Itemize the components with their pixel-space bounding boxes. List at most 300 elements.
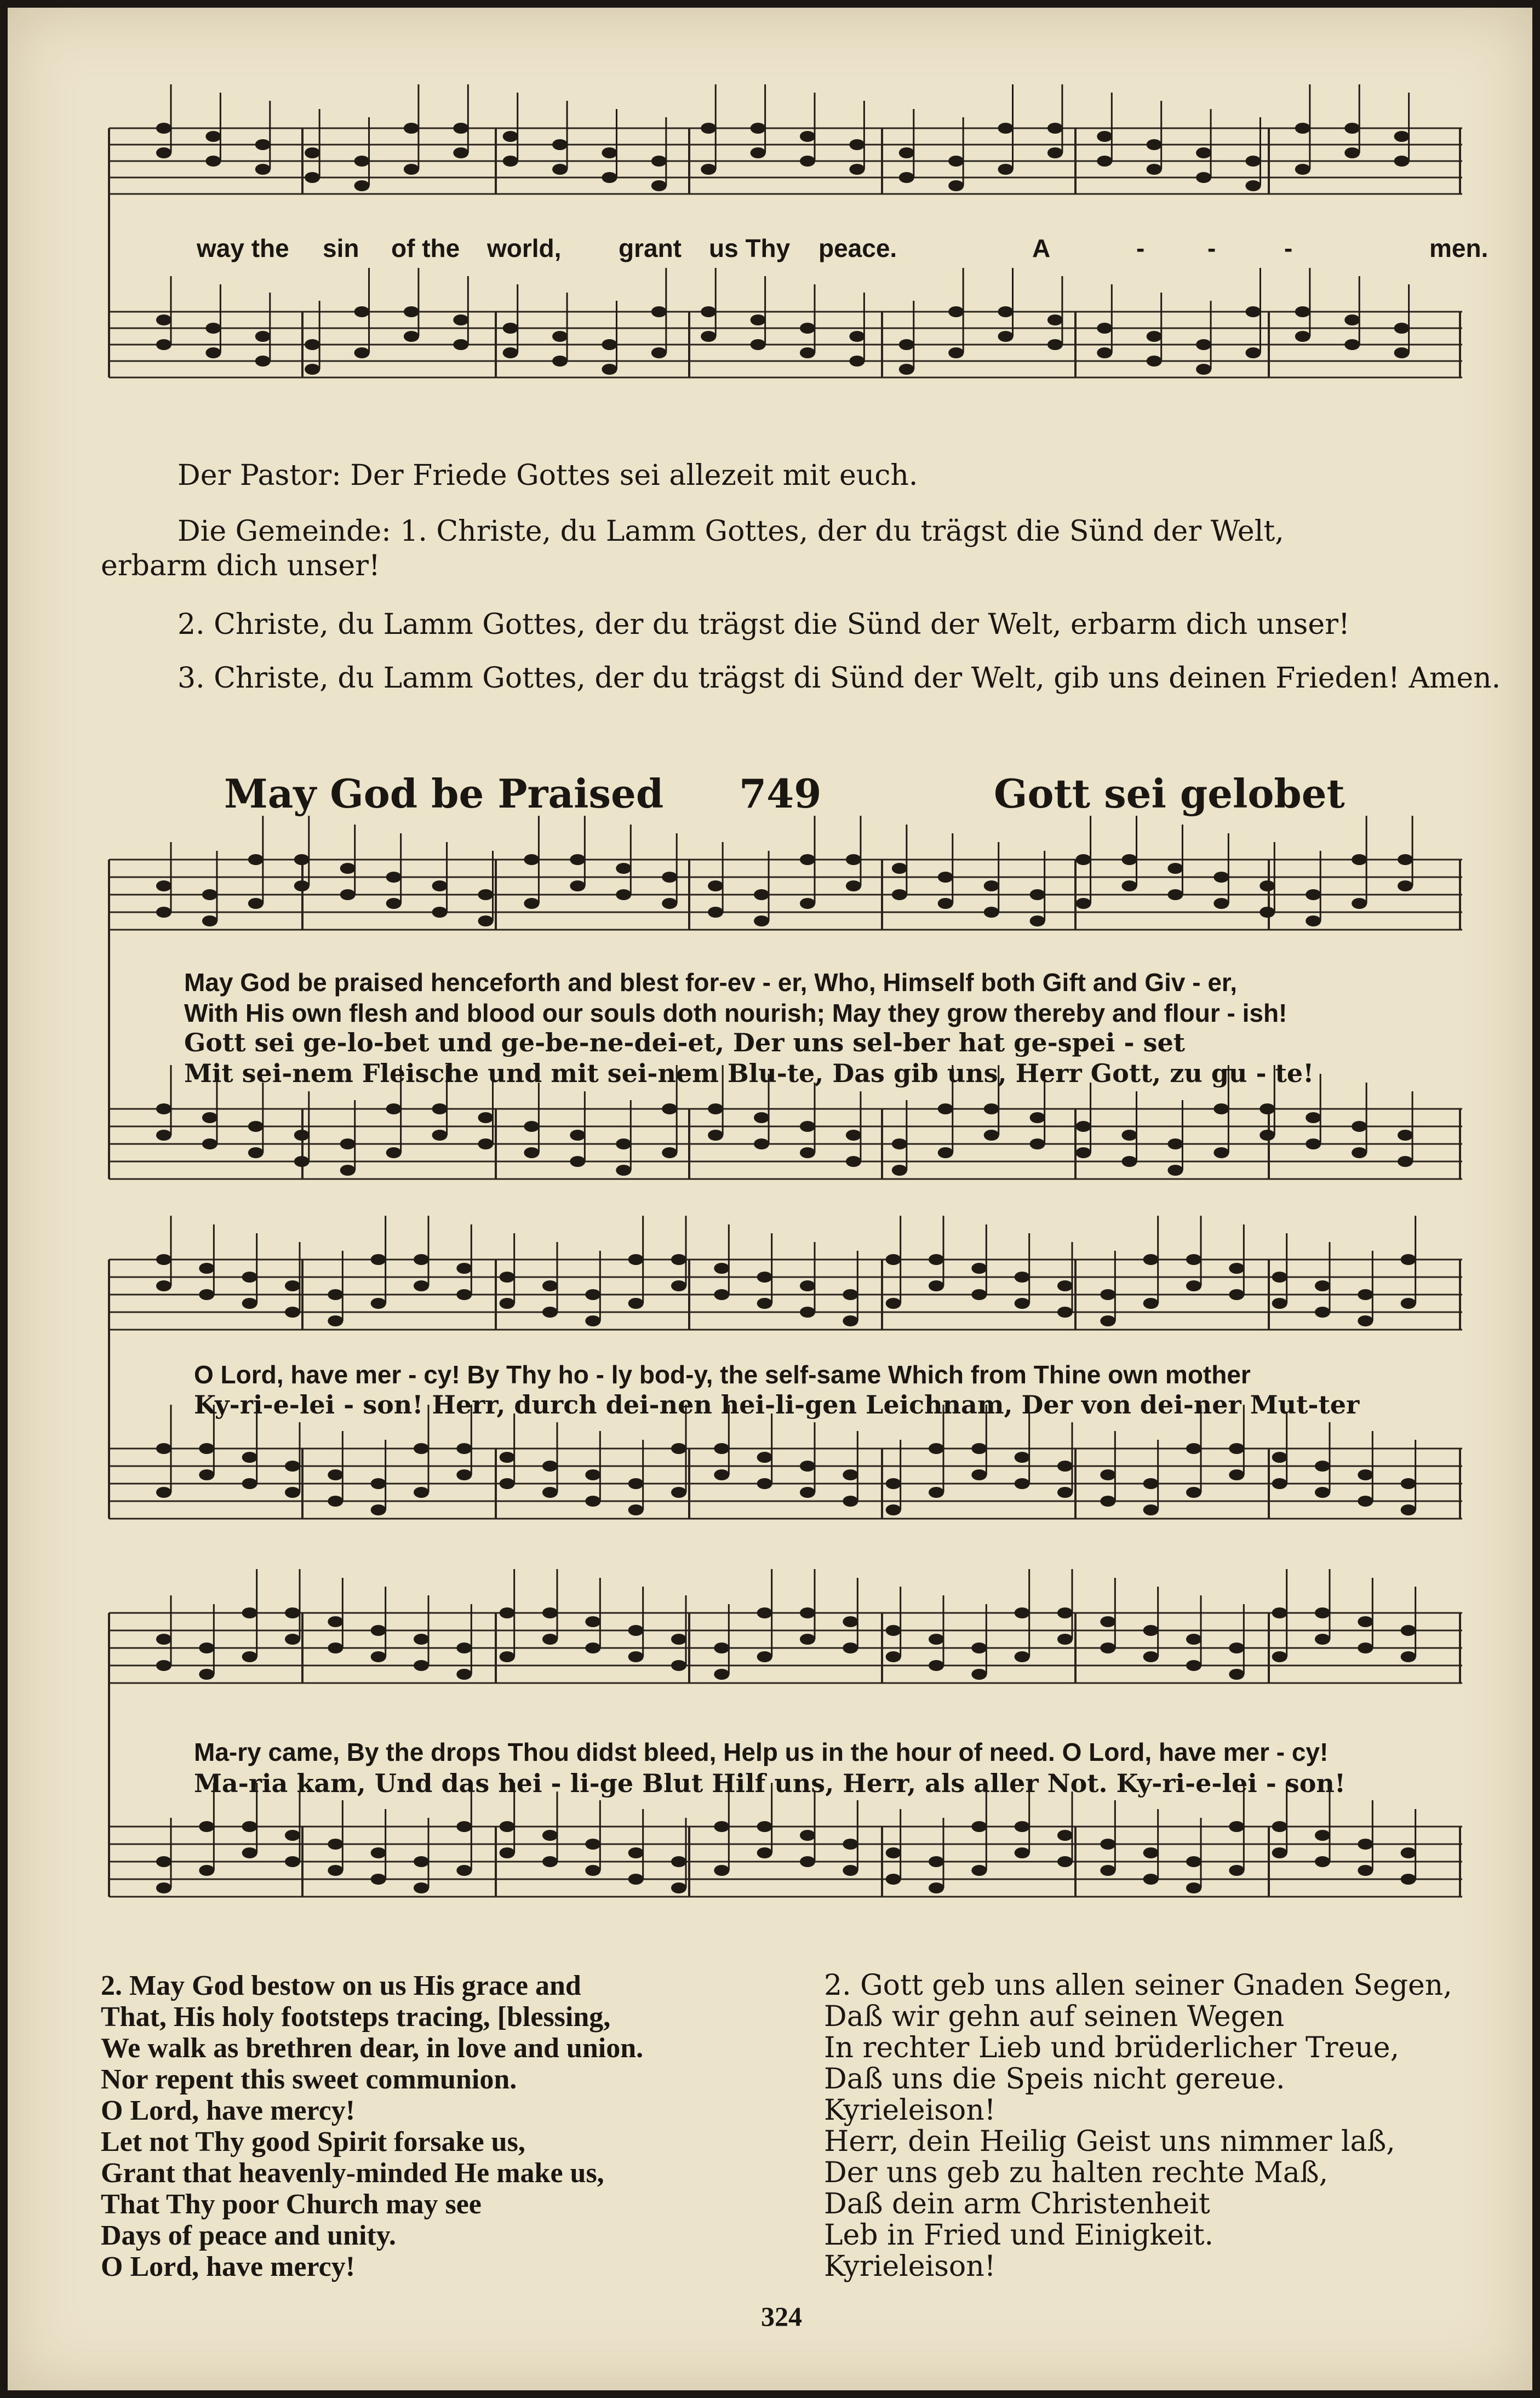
verse-line: In rechter Lieb und brüderlicher Treue, (824, 2031, 1400, 2064)
verse-line: O Lord, have mercy! (101, 2251, 356, 2282)
notehead (1315, 1634, 1330, 1645)
lyric-word: - (1284, 234, 1293, 262)
notehead (156, 1103, 171, 1114)
notehead (414, 1443, 429, 1454)
verse-line: Days of peace and unity. (101, 2220, 396, 2251)
notehead (671, 1634, 686, 1645)
system3-lyrics-en: Ma-ry came, By the drops Thou didst bleed, Help us in the hour of need. O Lord, have mer - cy! (194, 1738, 1329, 1766)
notehead (542, 1607, 558, 1618)
notehead (500, 1847, 515, 1858)
notehead (757, 1452, 772, 1463)
notehead (1076, 1147, 1091, 1158)
notehead (938, 872, 953, 883)
notehead (800, 1856, 815, 1867)
notehead (1196, 364, 1211, 375)
notehead (248, 1121, 264, 1132)
notehead (843, 1865, 858, 1876)
notehead (602, 172, 617, 183)
notehead (328, 1315, 343, 1326)
notehead (1097, 323, 1112, 334)
lyric-word: way the (197, 234, 289, 262)
notehead (328, 1642, 343, 1653)
notehead (1015, 1298, 1030, 1309)
notehead (500, 1298, 515, 1309)
notehead (714, 1865, 729, 1876)
notehead (1358, 1865, 1373, 1876)
notehead (1196, 147, 1211, 158)
notehead (714, 1263, 729, 1274)
notehead (285, 1487, 300, 1498)
notehead (1315, 1830, 1330, 1841)
verse-line: Daß uns die Speis nicht gereue. (824, 2063, 1285, 2096)
notehead (1057, 1634, 1073, 1645)
notehead (199, 1443, 214, 1454)
notehead (453, 339, 468, 350)
notehead (1358, 1315, 1373, 1326)
notehead (503, 156, 518, 167)
notehead (892, 863, 907, 874)
notehead (202, 889, 217, 900)
notehead (432, 907, 448, 918)
notehead (1394, 347, 1410, 358)
notehead (404, 306, 419, 317)
notehead (524, 1147, 539, 1158)
gemeinde-line-3: 3. Christe, du Lamm Gottes, der du trägst di Sünd der Welt, gib uns deinen Frieden! Amen. (178, 662, 1501, 695)
notehead (1015, 1651, 1030, 1662)
notehead (843, 1315, 858, 1326)
notehead (294, 880, 310, 891)
notehead (1394, 156, 1410, 167)
notehead (800, 1830, 815, 1841)
notehead (242, 1298, 257, 1309)
notehead (456, 1669, 472, 1680)
notehead (202, 1138, 217, 1149)
notehead (524, 898, 539, 909)
notehead (199, 1289, 214, 1300)
verse2-english (101, 1970, 643, 2282)
notehead (156, 1856, 171, 1867)
notehead (156, 1254, 171, 1265)
notehead (478, 1138, 494, 1149)
notehead (757, 1821, 772, 1832)
notehead (305, 147, 320, 158)
notehead (1229, 1821, 1244, 1832)
notehead (156, 1660, 171, 1671)
notehead (892, 889, 907, 900)
notehead (602, 147, 617, 158)
notehead (1401, 1504, 1416, 1515)
notehead (1143, 1298, 1159, 1309)
notehead (570, 1130, 585, 1141)
notehead (886, 1874, 901, 1885)
notehead (1352, 1147, 1367, 1158)
notehead (1147, 331, 1162, 342)
notehead (1306, 889, 1321, 900)
notehead (156, 1280, 171, 1291)
notehead (948, 156, 964, 167)
notehead (340, 889, 356, 900)
notehead (929, 1487, 944, 1498)
notehead (1167, 889, 1183, 900)
notehead (754, 915, 769, 926)
notehead (205, 131, 221, 142)
lyric-word: - (1136, 234, 1145, 262)
notehead (929, 1660, 944, 1671)
notehead (1186, 1634, 1201, 1645)
notehead (1122, 1156, 1137, 1167)
notehead (929, 1634, 944, 1645)
notehead (1186, 1254, 1201, 1265)
notehead (1295, 123, 1310, 134)
lyric-word: of the (391, 234, 460, 262)
notehead (432, 880, 448, 891)
gemeinde-line-1-cont: erbarm dich unser! (101, 550, 380, 582)
notehead (1186, 1443, 1201, 1454)
notehead (1229, 1289, 1244, 1300)
notehead (255, 356, 271, 367)
notehead (1315, 1307, 1330, 1318)
notehead (340, 1138, 356, 1149)
notehead (701, 331, 716, 342)
notehead (651, 347, 667, 358)
notehead (886, 1625, 901, 1636)
notehead (328, 1289, 343, 1300)
notehead (248, 854, 264, 865)
notehead (414, 1660, 429, 1671)
notehead (846, 854, 861, 865)
notehead (1015, 1272, 1030, 1283)
notehead (1245, 347, 1261, 358)
notehead (971, 1821, 987, 1832)
system3-lyrics-de: Ma-ria kam, Und das hei - li-ge Blut Hilf uns, Herr, als aller Not. Ky-ri-e-lei - son! (194, 1769, 1346, 1798)
notehead (1358, 1839, 1373, 1850)
notehead (1358, 1642, 1373, 1653)
notehead (1100, 1469, 1115, 1480)
notehead (1097, 156, 1112, 167)
verse-line: Kyrieleison! (824, 2250, 996, 2283)
notehead (1147, 356, 1162, 367)
notehead (757, 1607, 772, 1618)
verse-line: Leb in Fried und Einigkeit. (824, 2219, 1214, 2252)
notehead (1143, 1504, 1159, 1515)
notehead (570, 1156, 585, 1167)
notehead (199, 1469, 214, 1480)
notehead (929, 1280, 944, 1291)
lyric-word: world, (487, 234, 562, 262)
notehead (1401, 1651, 1416, 1662)
notehead (1047, 339, 1063, 350)
notehead (199, 1669, 214, 1680)
notehead (708, 907, 723, 918)
notehead (1015, 1847, 1030, 1858)
notehead (616, 863, 631, 874)
notehead (156, 880, 171, 891)
notehead (478, 889, 494, 900)
notehead (800, 1487, 815, 1498)
notehead (1260, 1130, 1275, 1141)
notehead (500, 1272, 515, 1283)
system2-lyrics-en: O Lord, have mer - cy! By Thy ho - ly bod-y, the self-same Which from Thine own mother (194, 1360, 1251, 1389)
notehead (849, 331, 865, 342)
notehead (892, 1165, 907, 1176)
notehead (846, 880, 861, 891)
notehead (156, 1443, 171, 1454)
notehead (757, 1478, 772, 1489)
notehead (285, 1307, 300, 1318)
notehead (542, 1461, 558, 1472)
notehead (1315, 1487, 1330, 1498)
notehead (552, 356, 568, 367)
notehead (242, 1607, 257, 1618)
notehead (800, 1121, 815, 1132)
notehead (899, 339, 914, 350)
notehead (285, 1607, 300, 1618)
notehead (156, 147, 171, 158)
notehead (751, 147, 766, 158)
notehead (1401, 1625, 1416, 1636)
notehead (757, 1272, 772, 1283)
notehead (662, 872, 677, 883)
notehead (1358, 1616, 1373, 1627)
notehead (1272, 1478, 1287, 1489)
notehead (500, 1452, 515, 1463)
notehead (1057, 1461, 1073, 1472)
notehead (628, 1504, 644, 1515)
notehead (1196, 172, 1211, 183)
notehead (616, 889, 631, 900)
notehead (585, 1315, 600, 1326)
notehead (552, 164, 568, 175)
notehead (708, 880, 723, 891)
notehead (751, 339, 766, 350)
notehead (800, 323, 815, 334)
notehead (1122, 854, 1137, 865)
notehead (1358, 1496, 1373, 1507)
notehead (948, 180, 964, 191)
notehead (1352, 898, 1367, 909)
notehead (899, 364, 914, 375)
notehead (354, 156, 370, 167)
hymn-number: 749 (739, 770, 822, 817)
notehead (500, 1607, 515, 1618)
notehead (1147, 164, 1162, 175)
notehead (542, 1487, 558, 1498)
notehead (542, 1830, 558, 1841)
notehead (929, 1882, 944, 1893)
notehead (585, 1865, 600, 1876)
notehead (585, 1496, 600, 1507)
notehead (456, 1865, 472, 1876)
notehead (714, 1642, 729, 1653)
lyric-word: us Thy (709, 234, 791, 262)
notehead (651, 156, 667, 167)
notehead (199, 1263, 214, 1274)
notehead (1229, 1443, 1244, 1454)
notehead (843, 1839, 858, 1850)
notehead (1143, 1625, 1159, 1636)
notehead (371, 1478, 386, 1489)
notehead (671, 1280, 686, 1291)
notehead (202, 915, 217, 926)
notehead (628, 1298, 644, 1309)
notehead (328, 1865, 343, 1876)
notehead (371, 1874, 386, 1885)
notehead (1272, 1847, 1287, 1858)
notehead (714, 1289, 729, 1300)
notehead (371, 1504, 386, 1515)
notehead (984, 880, 999, 891)
notehead (628, 1874, 644, 1885)
notehead (202, 1112, 217, 1123)
verse-line: Kyrieleison! (824, 2094, 996, 2127)
notehead (354, 306, 370, 317)
notehead (671, 1254, 686, 1265)
lyric-word: - (1207, 234, 1216, 262)
notehead (1306, 1112, 1321, 1123)
hymn-title-english: May God be Praised (224, 770, 664, 817)
notehead (500, 1821, 515, 1832)
notehead (800, 131, 815, 142)
notehead (542, 1856, 558, 1867)
notehead (1344, 339, 1360, 350)
notehead (1143, 1254, 1159, 1265)
notehead (570, 880, 585, 891)
notehead (886, 1847, 901, 1858)
notehead (1015, 1607, 1030, 1618)
lyric-word: sin (323, 234, 359, 262)
page-number: 324 (761, 2301, 802, 2332)
notehead (1229, 1263, 1244, 1274)
notehead (1352, 1121, 1367, 1132)
notehead (156, 1130, 171, 1141)
notehead (1260, 880, 1275, 891)
notehead (1143, 1847, 1159, 1858)
notehead (671, 1856, 686, 1867)
notehead (456, 1821, 472, 1832)
notehead (1229, 1865, 1244, 1876)
notehead (1057, 1607, 1073, 1618)
notehead (1100, 1865, 1115, 1876)
notehead (1100, 1289, 1115, 1300)
notehead (328, 1469, 343, 1480)
notehead (1057, 1487, 1073, 1498)
notehead (671, 1487, 686, 1498)
verse-line: Grant that heavenly-minded He make us, (101, 2157, 604, 2189)
notehead (552, 331, 568, 342)
verse-line: 2. May God bestow on us His grace and (101, 1970, 581, 2001)
notehead (1057, 1307, 1073, 1318)
notehead (754, 889, 769, 900)
system1-verse2-de: Mit sei-nem Fleische und mit sei-nem Blu-te, Das gib uns, Herr Gott, zu gu - te! (184, 1058, 1314, 1088)
notehead (199, 1821, 214, 1832)
notehead (1167, 1138, 1183, 1149)
notehead (354, 180, 370, 191)
notehead (1100, 1642, 1115, 1653)
gemeinde-line-1: Die Gemeinde: 1. Christe, du Lamm Gottes, der du trägst die Sünd der Welt, (178, 515, 1284, 548)
notehead (1394, 131, 1410, 142)
notehead (1030, 915, 1045, 926)
notehead (671, 1443, 686, 1454)
notehead (701, 164, 716, 175)
notehead (1344, 314, 1360, 325)
notehead (1213, 1147, 1229, 1158)
notehead (899, 147, 914, 158)
notehead (1260, 907, 1275, 918)
notehead (886, 1651, 901, 1662)
notehead (432, 1103, 448, 1114)
notehead (156, 1634, 171, 1645)
notehead (294, 854, 310, 865)
notehead (1306, 915, 1321, 926)
notehead (628, 1254, 644, 1265)
notehead (242, 1651, 257, 1662)
notehead (757, 1651, 772, 1662)
notehead (453, 147, 468, 158)
notehead (478, 1112, 494, 1123)
notehead (948, 347, 964, 358)
notehead (386, 1147, 402, 1158)
notehead (1245, 306, 1261, 317)
notehead (456, 1443, 472, 1454)
notehead (886, 1478, 901, 1489)
notehead (371, 1847, 386, 1858)
notehead (456, 1469, 472, 1480)
notehead (1186, 1660, 1201, 1671)
lyric-word: men. (1429, 234, 1489, 262)
notehead (1315, 1607, 1330, 1618)
notehead (500, 1478, 515, 1489)
notehead (503, 323, 518, 334)
notehead (585, 1289, 600, 1300)
notehead (1272, 1607, 1287, 1618)
notehead (1097, 347, 1112, 358)
notehead (938, 1147, 953, 1158)
notehead (1213, 898, 1229, 909)
notehead (1147, 139, 1162, 150)
notehead (998, 123, 1014, 134)
notehead (585, 1839, 600, 1850)
notehead (616, 1138, 631, 1149)
notehead (156, 1882, 171, 1893)
notehead (305, 364, 320, 375)
notehead (849, 164, 865, 175)
notehead (651, 180, 667, 191)
notehead (1143, 1478, 1159, 1489)
notehead (971, 1469, 987, 1480)
notehead (843, 1289, 858, 1300)
notehead (886, 1298, 901, 1309)
notehead (340, 863, 356, 874)
lyric-word: A (1032, 234, 1051, 262)
notehead (1358, 1469, 1373, 1480)
notehead (305, 339, 320, 350)
notehead (156, 339, 171, 350)
notehead (843, 1469, 858, 1480)
notehead (1401, 1298, 1416, 1309)
notehead (1167, 1165, 1183, 1176)
system1-verse1-de: Gott sei ge-lo-bet und ge-be-ne-dei-et, Der uns sel-ber hat ge-spei - set (184, 1028, 1186, 1057)
hymn-title-german: Gott sei gelobet (994, 770, 1345, 817)
notehead (971, 1443, 987, 1454)
notehead (757, 1847, 772, 1858)
notehead (1295, 306, 1310, 317)
notehead (248, 1147, 264, 1158)
notehead (998, 306, 1014, 317)
notehead (285, 1856, 300, 1867)
notehead (800, 1280, 815, 1291)
notehead (585, 1616, 600, 1627)
notehead (971, 1642, 987, 1653)
